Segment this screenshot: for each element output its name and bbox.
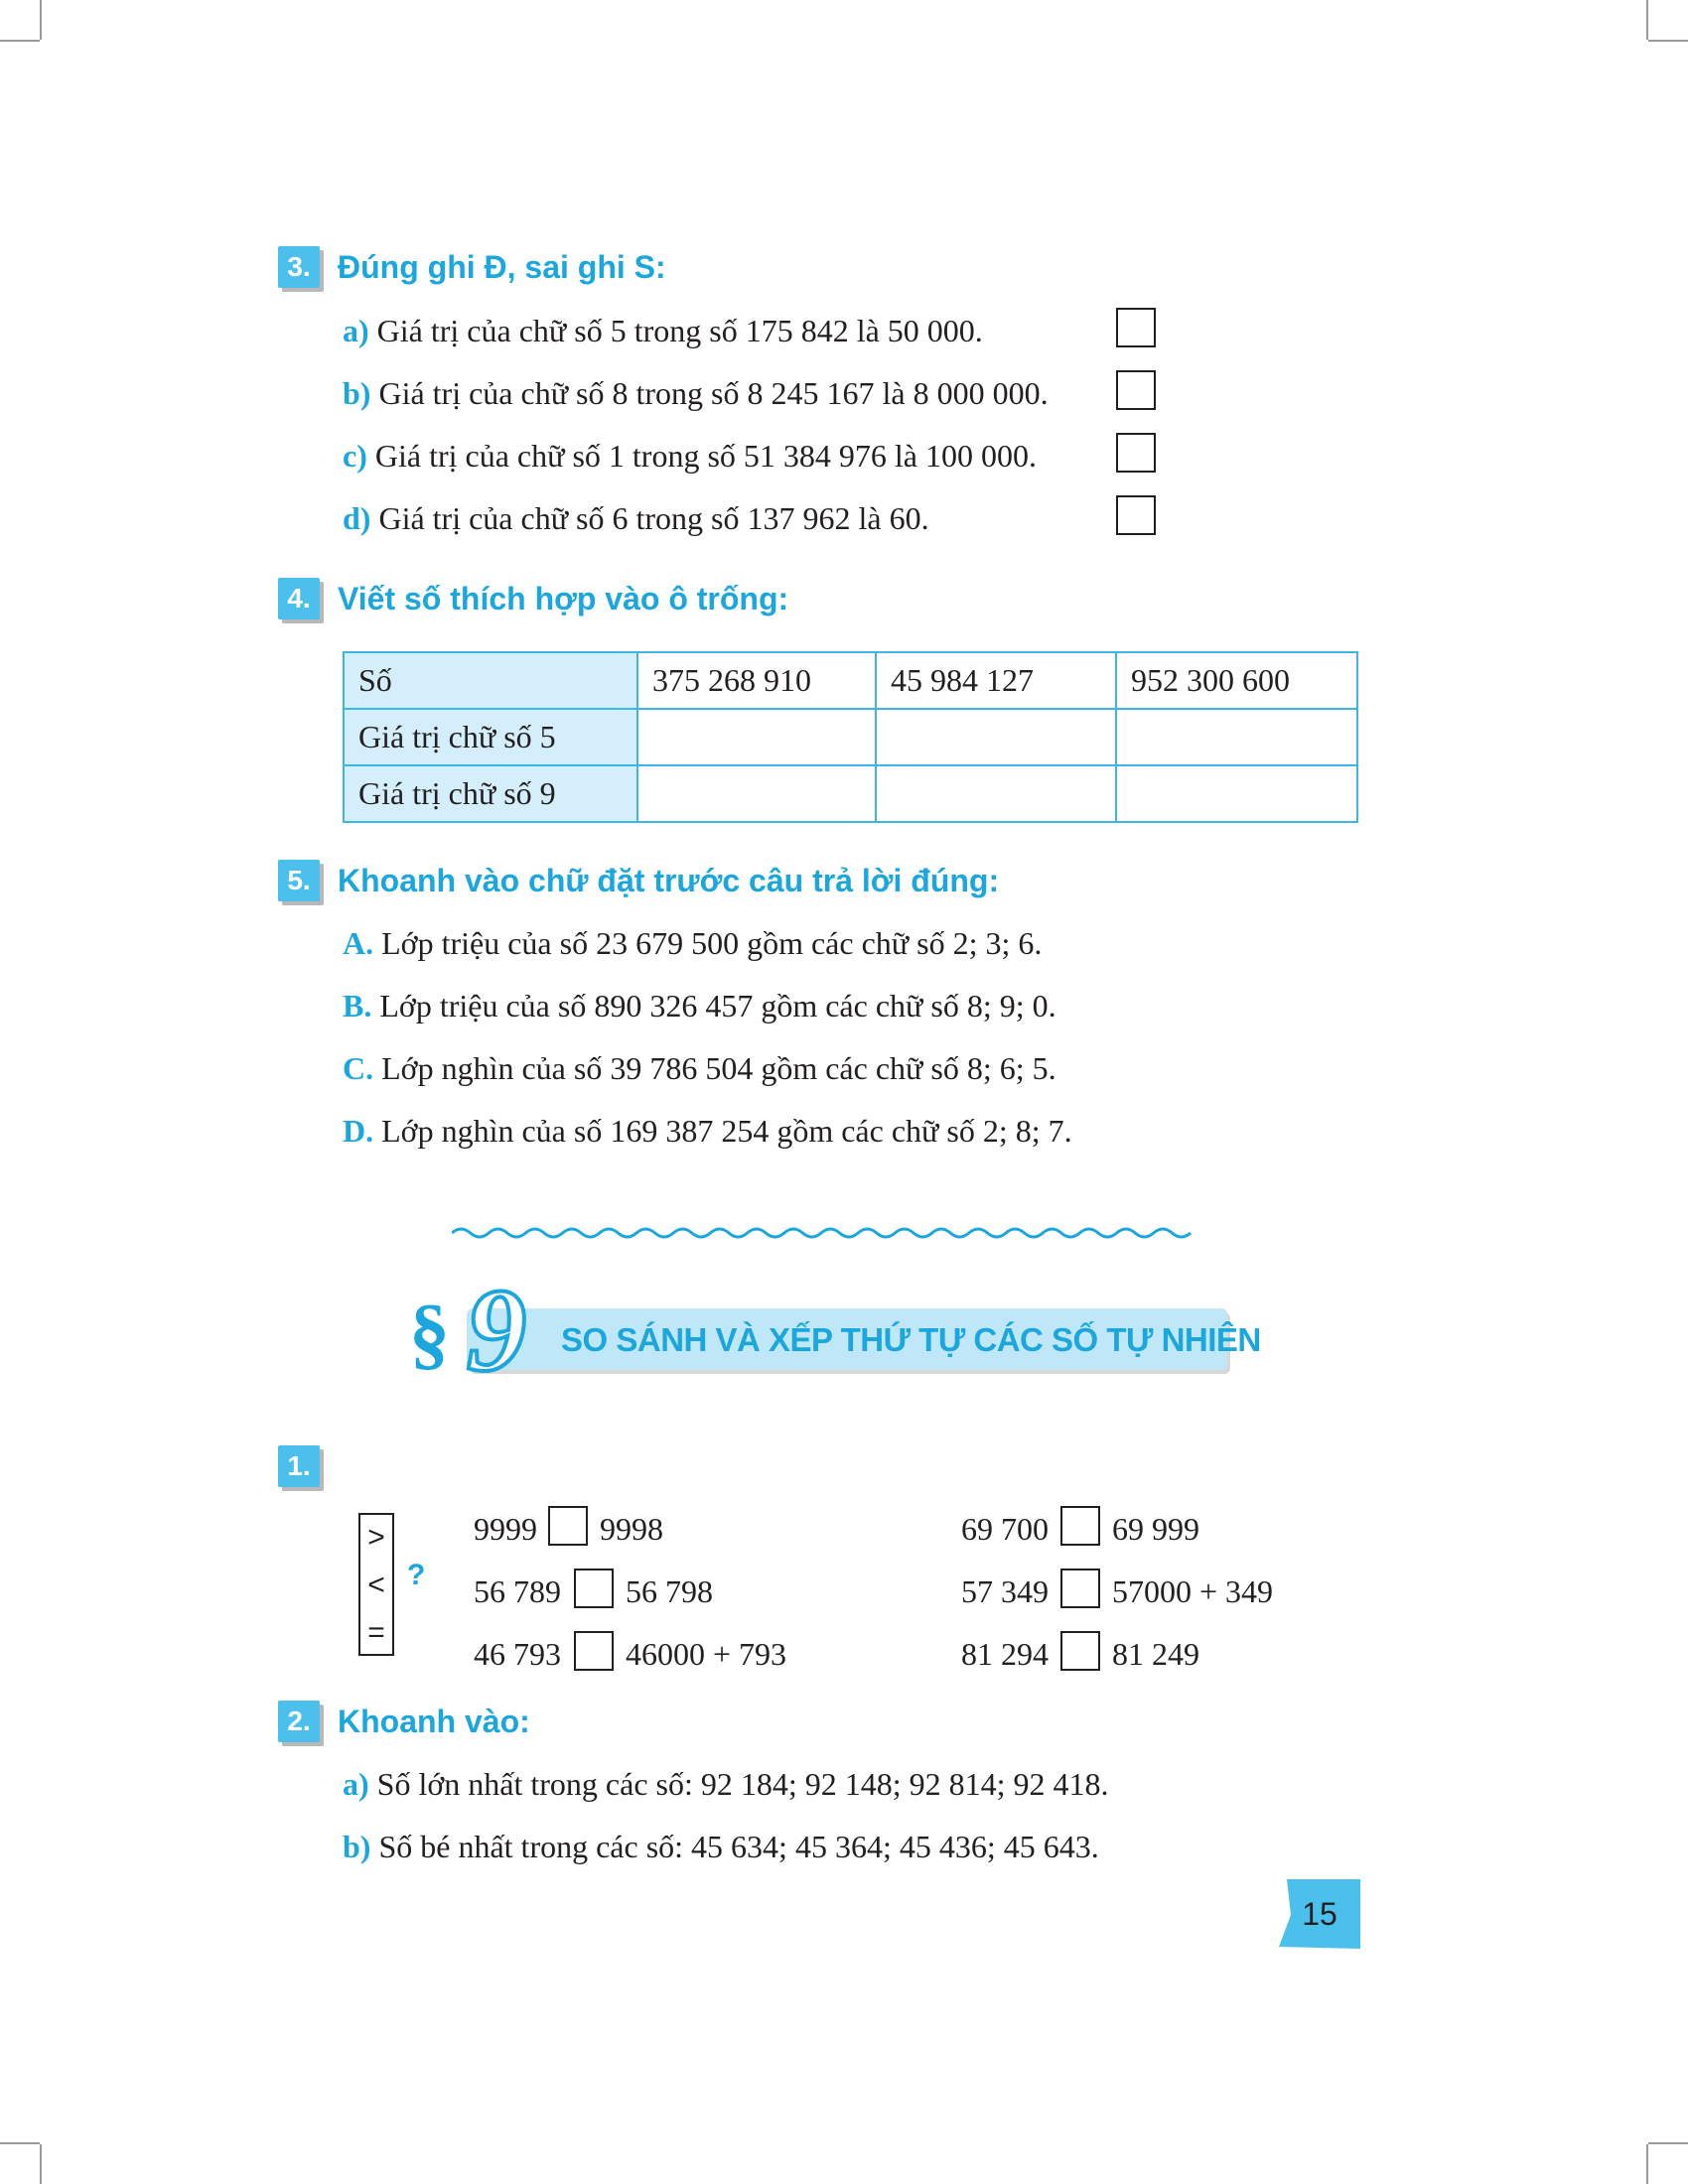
exercise-5-option-c[interactable] [343, 1048, 1056, 1088]
compare-box[interactable] [1060, 1506, 1100, 1546]
answer-box-d[interactable] [1116, 495, 1156, 535]
table-row-label: Giá trị chữ số 9 [344, 765, 637, 822]
exercise-3-item-b [343, 373, 1049, 413]
option-label: C. [343, 1050, 374, 1086]
table-header-cell: 45 984 127 [876, 652, 1116, 709]
exercise-3-item-c [343, 436, 1037, 476]
s9-exercise-2-item-a [343, 1764, 1109, 1804]
section-title: SO SÁNH VÀ XẾP THỨ TỰ CÁC SỐ TỰ NHIÊN [561, 1321, 1261, 1358]
exercise-5-option-a[interactable] [343, 923, 1042, 963]
crop-mark [40, 2144, 42, 2184]
item-label: d) [343, 500, 371, 536]
exercise-3-badge: 3. [278, 246, 320, 288]
section-number: 9 [467, 1264, 526, 1396]
digit-value-table [343, 651, 1358, 823]
crop-mark [1646, 0, 1648, 40]
greater-sign: > [367, 1521, 385, 1554]
s9-exercise-2-title: Khoanh vào: [338, 1704, 530, 1739]
answer-box-a[interactable] [1116, 308, 1156, 347]
compare-right-b: 69 999 [1112, 1511, 1199, 1547]
table-row [344, 765, 1357, 822]
compare-box[interactable] [1060, 1569, 1100, 1608]
question-mark: ? [407, 1559, 426, 1591]
item-label: a) [343, 1766, 369, 1802]
table-header-cell: 375 268 910 [637, 652, 876, 709]
compare-left-a: 46 793 [474, 1636, 561, 1672]
exercise-3-title: Đúng ghi Đ, sai ghi S: [338, 249, 666, 285]
crop-mark [1648, 2142, 1688, 2144]
compare-box[interactable] [574, 1631, 614, 1671]
section-symbol: § [409, 1288, 450, 1378]
page-number: 15 [1302, 1896, 1337, 1932]
item-text: Giá trị của chữ số 5 trong số 175 842 là 50 000. [376, 313, 983, 348]
option-text: Lớp triệu của số 890 326 457 gồm các chữ số 8; 9; 0. [379, 988, 1056, 1024]
compare-left-a: 9999 [474, 1511, 537, 1547]
compare-box[interactable] [1060, 1631, 1100, 1671]
item-label: a) [343, 313, 369, 348]
comparison-signs-box [358, 1513, 394, 1656]
answer-box-c[interactable] [1116, 433, 1156, 473]
table-input-cell[interactable] [637, 709, 876, 765]
table-row [344, 709, 1357, 765]
crop-mark [0, 2142, 40, 2144]
item-text: Số lớn nhất trong các số: 92 184; 92 148; 92 814; 92 418. [376, 1766, 1109, 1802]
table-input-cell[interactable] [876, 709, 1116, 765]
s9-exercise-2-badge: 2. [278, 1701, 320, 1742]
equal-sign: = [367, 1616, 385, 1649]
compare-left-b: 56 798 [626, 1573, 713, 1609]
exercise-5-badge: 5. [278, 860, 320, 901]
item-text: Giá trị của chữ số 8 trong số 8 245 167 là 8 000 000. [378, 375, 1049, 411]
exercise-4-title: Viết số thích hợp vào ô trống: [338, 581, 789, 616]
item-label: b) [343, 1829, 371, 1864]
item-label: b) [343, 375, 371, 411]
item-text: Giá trị của chữ số 6 trong số 137 962 là 60. [378, 500, 929, 536]
exercise-5-option-b[interactable] [343, 986, 1056, 1025]
s9-exercise-2-item-b [343, 1827, 1099, 1866]
exercise-4-badge: 4. [278, 578, 320, 619]
crop-mark [0, 40, 40, 42]
table-input-cell[interactable] [637, 765, 876, 822]
item-label: c) [343, 438, 367, 474]
option-text: Lớp triệu của số 23 679 500 gồm các chữ số 2; 3; 6. [381, 925, 1043, 961]
wavy-divider [452, 1223, 1192, 1243]
compare-left-b: 9998 [600, 1511, 663, 1547]
option-label: B. [343, 988, 372, 1024]
option-text: Lớp nghìn của số 169 387 254 gồm các chữ số 2; 8; 7. [381, 1113, 1072, 1149]
item-text: Số bé nhất trong các số: 45 634; 45 364; 45 436; 45 643. [378, 1829, 1099, 1864]
compare-right-b: 81 249 [1112, 1636, 1199, 1672]
less-sign: < [367, 1569, 385, 1601]
compare-box[interactable] [574, 1569, 614, 1608]
option-label: D. [343, 1113, 374, 1149]
exercise-5-option-d[interactable] [343, 1111, 1072, 1151]
s9-exercise-1-badge: 1. [278, 1445, 320, 1487]
compare-right-a: 57 349 [961, 1573, 1049, 1609]
table-row-label: Giá trị chữ số 5 [344, 709, 637, 765]
table-header-cell: Số [344, 652, 637, 709]
compare-left-b: 46000 + 793 [626, 1636, 787, 1672]
table-input-cell[interactable] [1116, 765, 1357, 822]
compare-left-a: 56 789 [474, 1573, 561, 1609]
crop-mark [1648, 40, 1688, 42]
exercise-3-item-d [343, 498, 929, 538]
answer-box-b[interactable] [1116, 370, 1156, 410]
option-label: A. [343, 925, 374, 961]
crop-mark [40, 0, 42, 40]
compare-right-b: 57000 + 349 [1112, 1573, 1274, 1609]
compare-right-a: 69 700 [961, 1511, 1049, 1547]
crop-mark [1646, 2144, 1648, 2184]
table-input-cell[interactable] [1116, 709, 1357, 765]
exercise-3-item-a [343, 311, 983, 350]
table-input-cell[interactable] [876, 765, 1116, 822]
exercise-5-title: Khoanh vào chữ đặt trước câu trả lời đúng: [338, 863, 1000, 898]
option-text: Lớp nghìn của số 39 786 504 gồm các chữ số 8; 6; 5. [381, 1050, 1056, 1086]
table-header-cell: 952 300 600 [1116, 652, 1357, 709]
table-row [344, 652, 1357, 709]
compare-box[interactable] [548, 1506, 588, 1546]
compare-right-a: 81 294 [961, 1636, 1049, 1672]
item-text: Giá trị của chữ số 1 trong số 51 384 976 là 100 000. [374, 438, 1037, 474]
